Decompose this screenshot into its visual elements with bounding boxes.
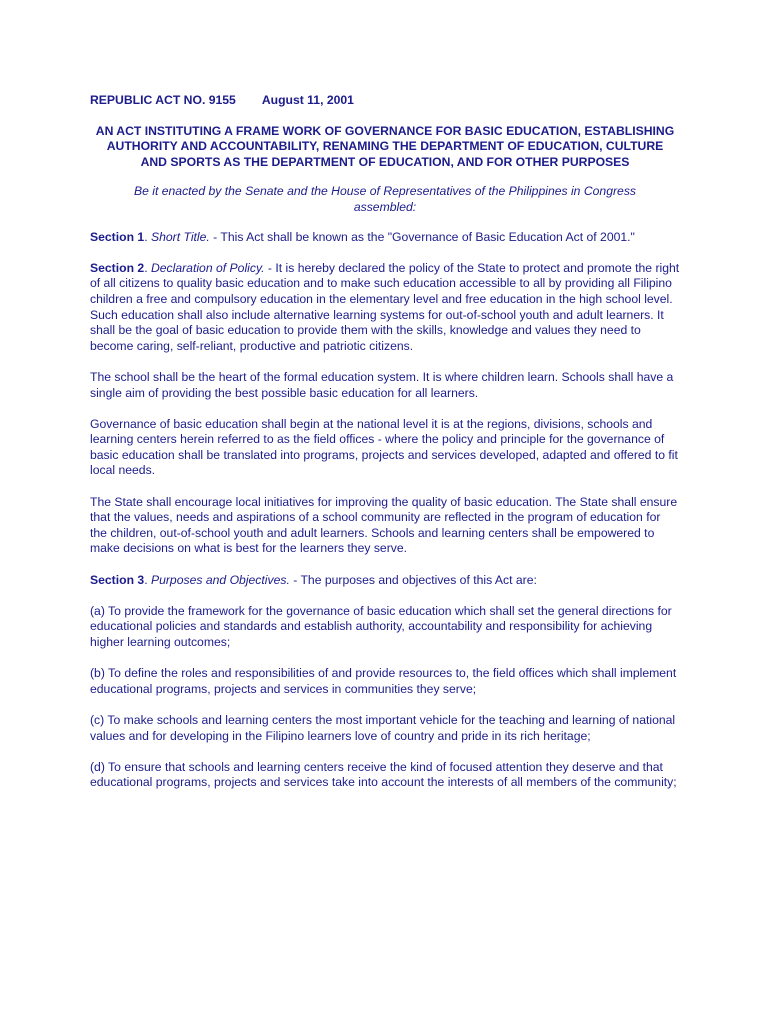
section-3-label: Section 3 [90, 572, 145, 587]
section-2-paragraph: The State shall encourage local initiatives for improving the quality of basic education. The State shall ensure that the values, needs and aspirations of a school community are reflected in the program of education for the children, out-of-school youth and adult learners. Schools and learning centers shall be empowered to make decisions on what is best for the learners they serve. [90, 494, 678, 556]
section-3-item: (c) To make schools and learning centers the most important vehicle for the teaching and learning of national values and for developing in the Filipino learners love of country and pride in its rich heritage; [90, 712, 676, 743]
document-page [90, 93, 680, 807]
section-2-paragraph: The school shall be the heart of the formal education system. It is where children learn. Schools shall have a single aim of providing the best possible basic education for all learners. [90, 369, 674, 400]
section-2-paragraph: Governance of basic education shall begin at the national level it is at the regions, divisions, schools and learning centers herein referred to as the field offices - where the policy and principle for the governance of basic education shall be translated into programs, projects and services developed, adapted and offered to fit local needs. [90, 416, 678, 478]
section-2-label: Section 2 [90, 260, 145, 275]
section-3-title: Purposes and Objectives. [150, 572, 290, 587]
section-1: Section 1. Short Title. - This Act shall be known as the "Governance of Basic Education Act of 2001." [90, 229, 635, 244]
section-3-item: (b) To define the roles and responsibilities of and provide resources to, the field offices which shall implement educational programs, projects and services in communities they serve; [90, 666, 677, 696]
act-number: REPUBLIC ACT NO. 9155 [90, 93, 236, 107]
act-title: AN ACT INSTITUTING A FRAME WORK OF GOVERNANCE FOR BASIC EDUCATION, ESTABLISHING AUTHORITY AND ACCOUNTABILITY, RENAMING THE DEPARTMENT OF EDUCATION, CULTURE AND SPORTS AS THE DEPARTMENT OF EDUCATION, AND FOR OTHER PURPOSES [95, 123, 675, 169]
act-date: August 11, 2001 [261, 93, 354, 107]
section-3-item: (d) To ensure that schools and learning centers receive the kind of focused attention they deserve and that educational programs, projects and services take into account the interests of all members of the community; [90, 759, 677, 790]
section-3-item: (a) To provide the framework for the governance of basic education which shall set the general directions for educational policies and standards and establish authority, accountability and responsibility for achieving higher learning outcomes; [90, 603, 672, 649]
section-3: Section 3. Purposes and Objectives. - The purposes and objectives of this Act are: [90, 572, 537, 587]
section-2-text: - It is hereby declared the policy of the State to protect and promote the right of all citizens to quality basic education and to make such education accessible to all by providing all Filipino children a free and compulsory education in the elementary level and free education in the high school level. Such education shall also include alternative learning systems for out-of-school youth and adult learners. It shall be the goal of basic education to provide them with the skills, knowledge and values they need to become caring, self-reliant, productive and patriotic citizens. [90, 260, 680, 353]
section-3-text: - The purposes and objectives of this Act are: [289, 572, 537, 587]
section-2-title: Declaration of Policy. [150, 260, 265, 275]
section-2: Section 2. Declaration of Policy. - It is hereby declared the policy of the State to protect and promote the right of all citizens to quality basic education and to make such education accessible to all by providing all Filipino children a free and compulsory education in the elementary level and free education in the high school level. Such education shall also include alternative learning systems for out-of-school youth and adult learners. It shall be the goal of basic education to provide them with the skills, knowledge and values they need to become caring, self-reliant, productive and patriotic citizens. [90, 260, 680, 353]
enacting-clause: Be it enacted by the Senate and the House of Representatives of the Philippines in Congress assembled: [133, 184, 637, 214]
section-1-text: - This Act shall be known as the "Governance of Basic Education Act of 2001." [209, 229, 635, 244]
act-header [90, 93, 680, 109]
section-1-title: Short Title. [150, 229, 210, 244]
section-1-label: Section 1 [90, 229, 145, 244]
